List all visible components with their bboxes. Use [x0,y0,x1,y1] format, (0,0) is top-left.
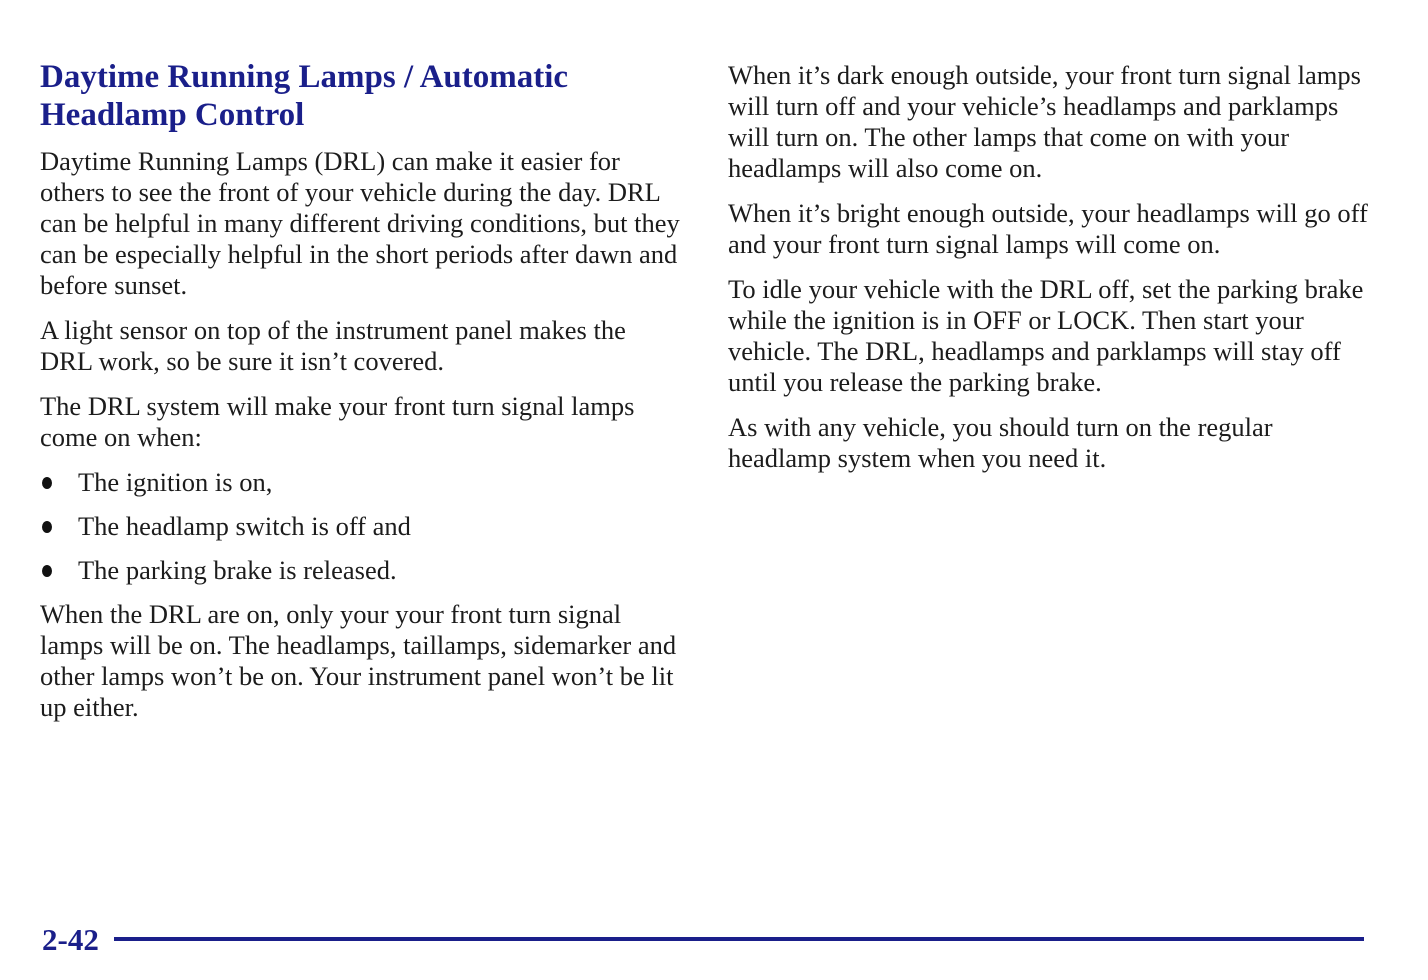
footer-rule [114,937,1364,941]
section-heading [40,58,680,134]
page-footer [42,920,1364,960]
page-number: 2-42 [42,922,99,957]
paragraph-dark-outside: When it’s dark enough outside, your front turn signal lamps will turn off and your vehicle’s headlamps and parklamps will turn on. The other lamps that come on with your headlamps will also come on. [728,60,1361,183]
paragraph-drl-on: When the DRL are on, only your your front turn signal lamps will be on. The headlamps, taillamps, sidemarker and other lamps won’t be on. Your instrument panel won’t be lit up either. [40,599,677,722]
conditions-list [40,467,680,586]
bullet-icon [42,565,52,577]
heading-line-1: Daytime Running Lamps / Automatic [40,59,569,95]
list-item [40,511,680,542]
list-item-text: The ignition is on, [78,467,273,497]
paragraph-regular-headlamp: As with any vehicle, you should turn on the regular headlamp system when you need it. [728,412,1273,473]
paragraph-idle-vehicle: To idle your vehicle with the DRL off, set the parking brake while the ignition is in OFF or LOCK. Then start your vehicle. The DRL, headlamps and parklamps will stay off until you release the parking brake. [728,274,1364,397]
list-item-text: The headlamp switch is off and [78,511,411,541]
paragraph-light-sensor: A light sensor on top of the instrument panel makes the DRL work, so be sure it isn’t covered. [40,315,626,376]
list-item [40,467,680,498]
paragraph-drl-intro: Daytime Running Lamps (DRL) can make it easier for others to see the front of your vehicle during the day. DRL can be helpful in many different driving conditions, but they can be especially helpful in the short periods after dawn and before sunset. [40,146,680,300]
paragraph-drl-conditions: The DRL system will make your front turn signal lamps come on when: [40,391,635,452]
list-item [40,555,680,586]
bullet-icon [42,477,52,489]
bullet-icon [42,521,52,533]
right-column [728,60,1378,488]
list-item-text: The parking brake is released. [78,555,397,585]
heading-line-2: Headlamp Control [40,97,305,133]
left-column [40,58,680,737]
paragraph-bright-outside: When it’s bright enough outside, your headlamps will go off and your front turn signal lamps will come on. [728,198,1368,259]
